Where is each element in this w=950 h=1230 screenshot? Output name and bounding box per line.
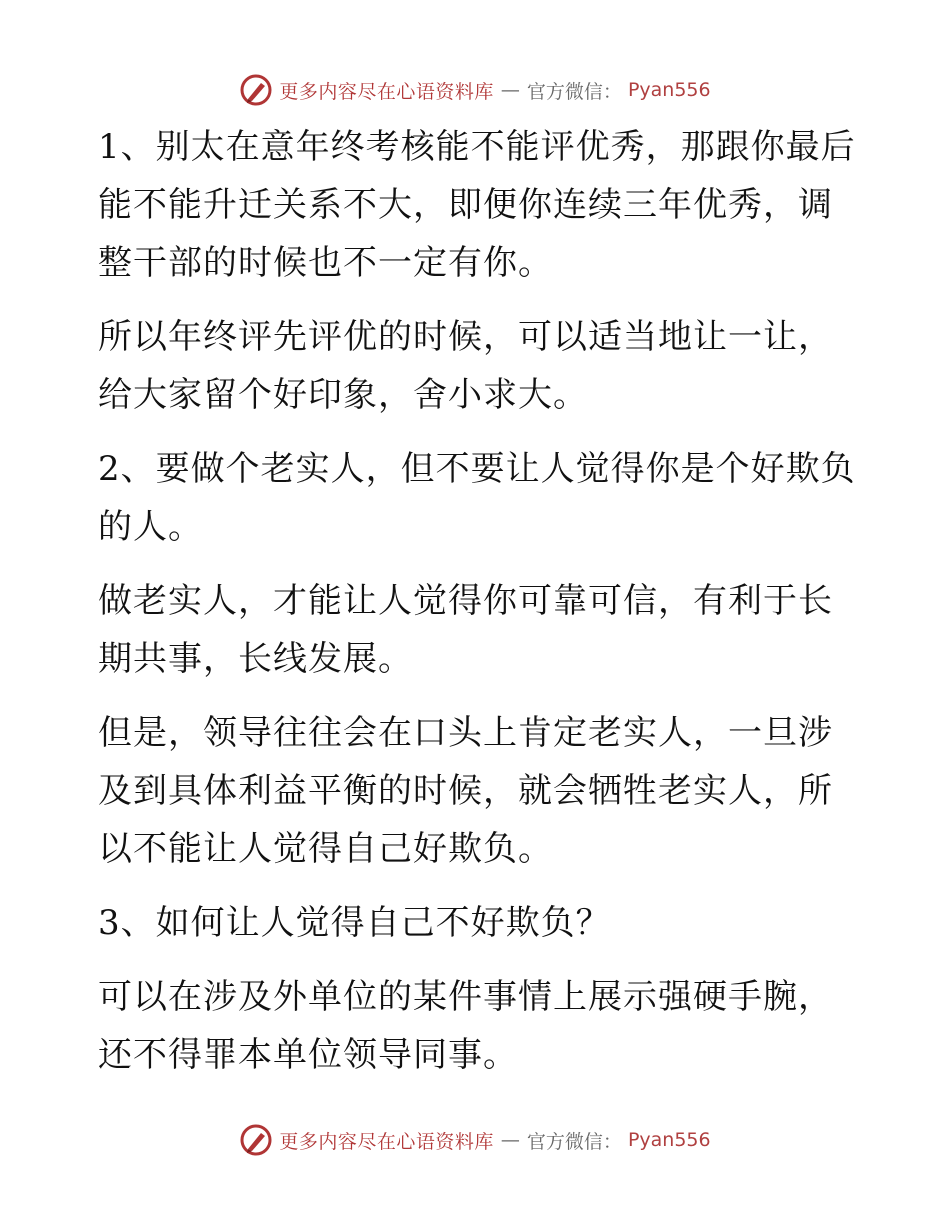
header-wechat-id: Pyan556 xyxy=(627,79,711,101)
pen-logo-icon xyxy=(239,73,273,107)
header-separator: — xyxy=(500,79,520,101)
paragraph-3: 2、要做个老实人，但不要让人觉得你是个好欺负的人。 xyxy=(98,449,856,547)
footer-wechat-label: 官方微信： xyxy=(526,1130,622,1153)
footer-separator: — xyxy=(500,1129,520,1151)
paragraph-7: 可以在涉及外单位的某件事情上展示强硬手腕，还不得罪本单位领导同事。 xyxy=(98,977,833,1075)
header-brand-text: 更多内容尽在心语资料库 xyxy=(279,80,494,103)
header-wechat-label: 官方微信： xyxy=(526,80,622,103)
pen-logo-icon xyxy=(239,1123,273,1157)
footer-banner xyxy=(0,1120,950,1160)
paragraph-5: 但是，领导往往会在口头上肯定老实人，一旦涉及到具体利益平衡的时候，就会牺牲老实人，所以不能让人觉得自己好欺负。 xyxy=(98,713,833,869)
document-body xyxy=(98,118,858,1100)
header-banner xyxy=(0,70,950,110)
paragraph-6: 3、如何让人觉得自己不好欺负？ xyxy=(98,903,611,943)
paragraph-1: 1、别太在意年终考核能不能评优秀，那跟你最后能不能升迁关系不大，即便你连续三年优秀，调整干部的时候也不一定有你。 xyxy=(98,127,856,283)
footer-brand-text: 更多内容尽在心语资料库 xyxy=(279,1130,494,1153)
footer-wechat-id: Pyan556 xyxy=(627,1129,711,1151)
paragraph-4: 做老实人，才能让人觉得你可靠可信，有利于长期共事，长线发展。 xyxy=(98,581,833,679)
paragraph-2: 所以年终评先评优的时候，可以适当地让一让，给大家留个好印象，舍小求大。 xyxy=(98,317,833,415)
